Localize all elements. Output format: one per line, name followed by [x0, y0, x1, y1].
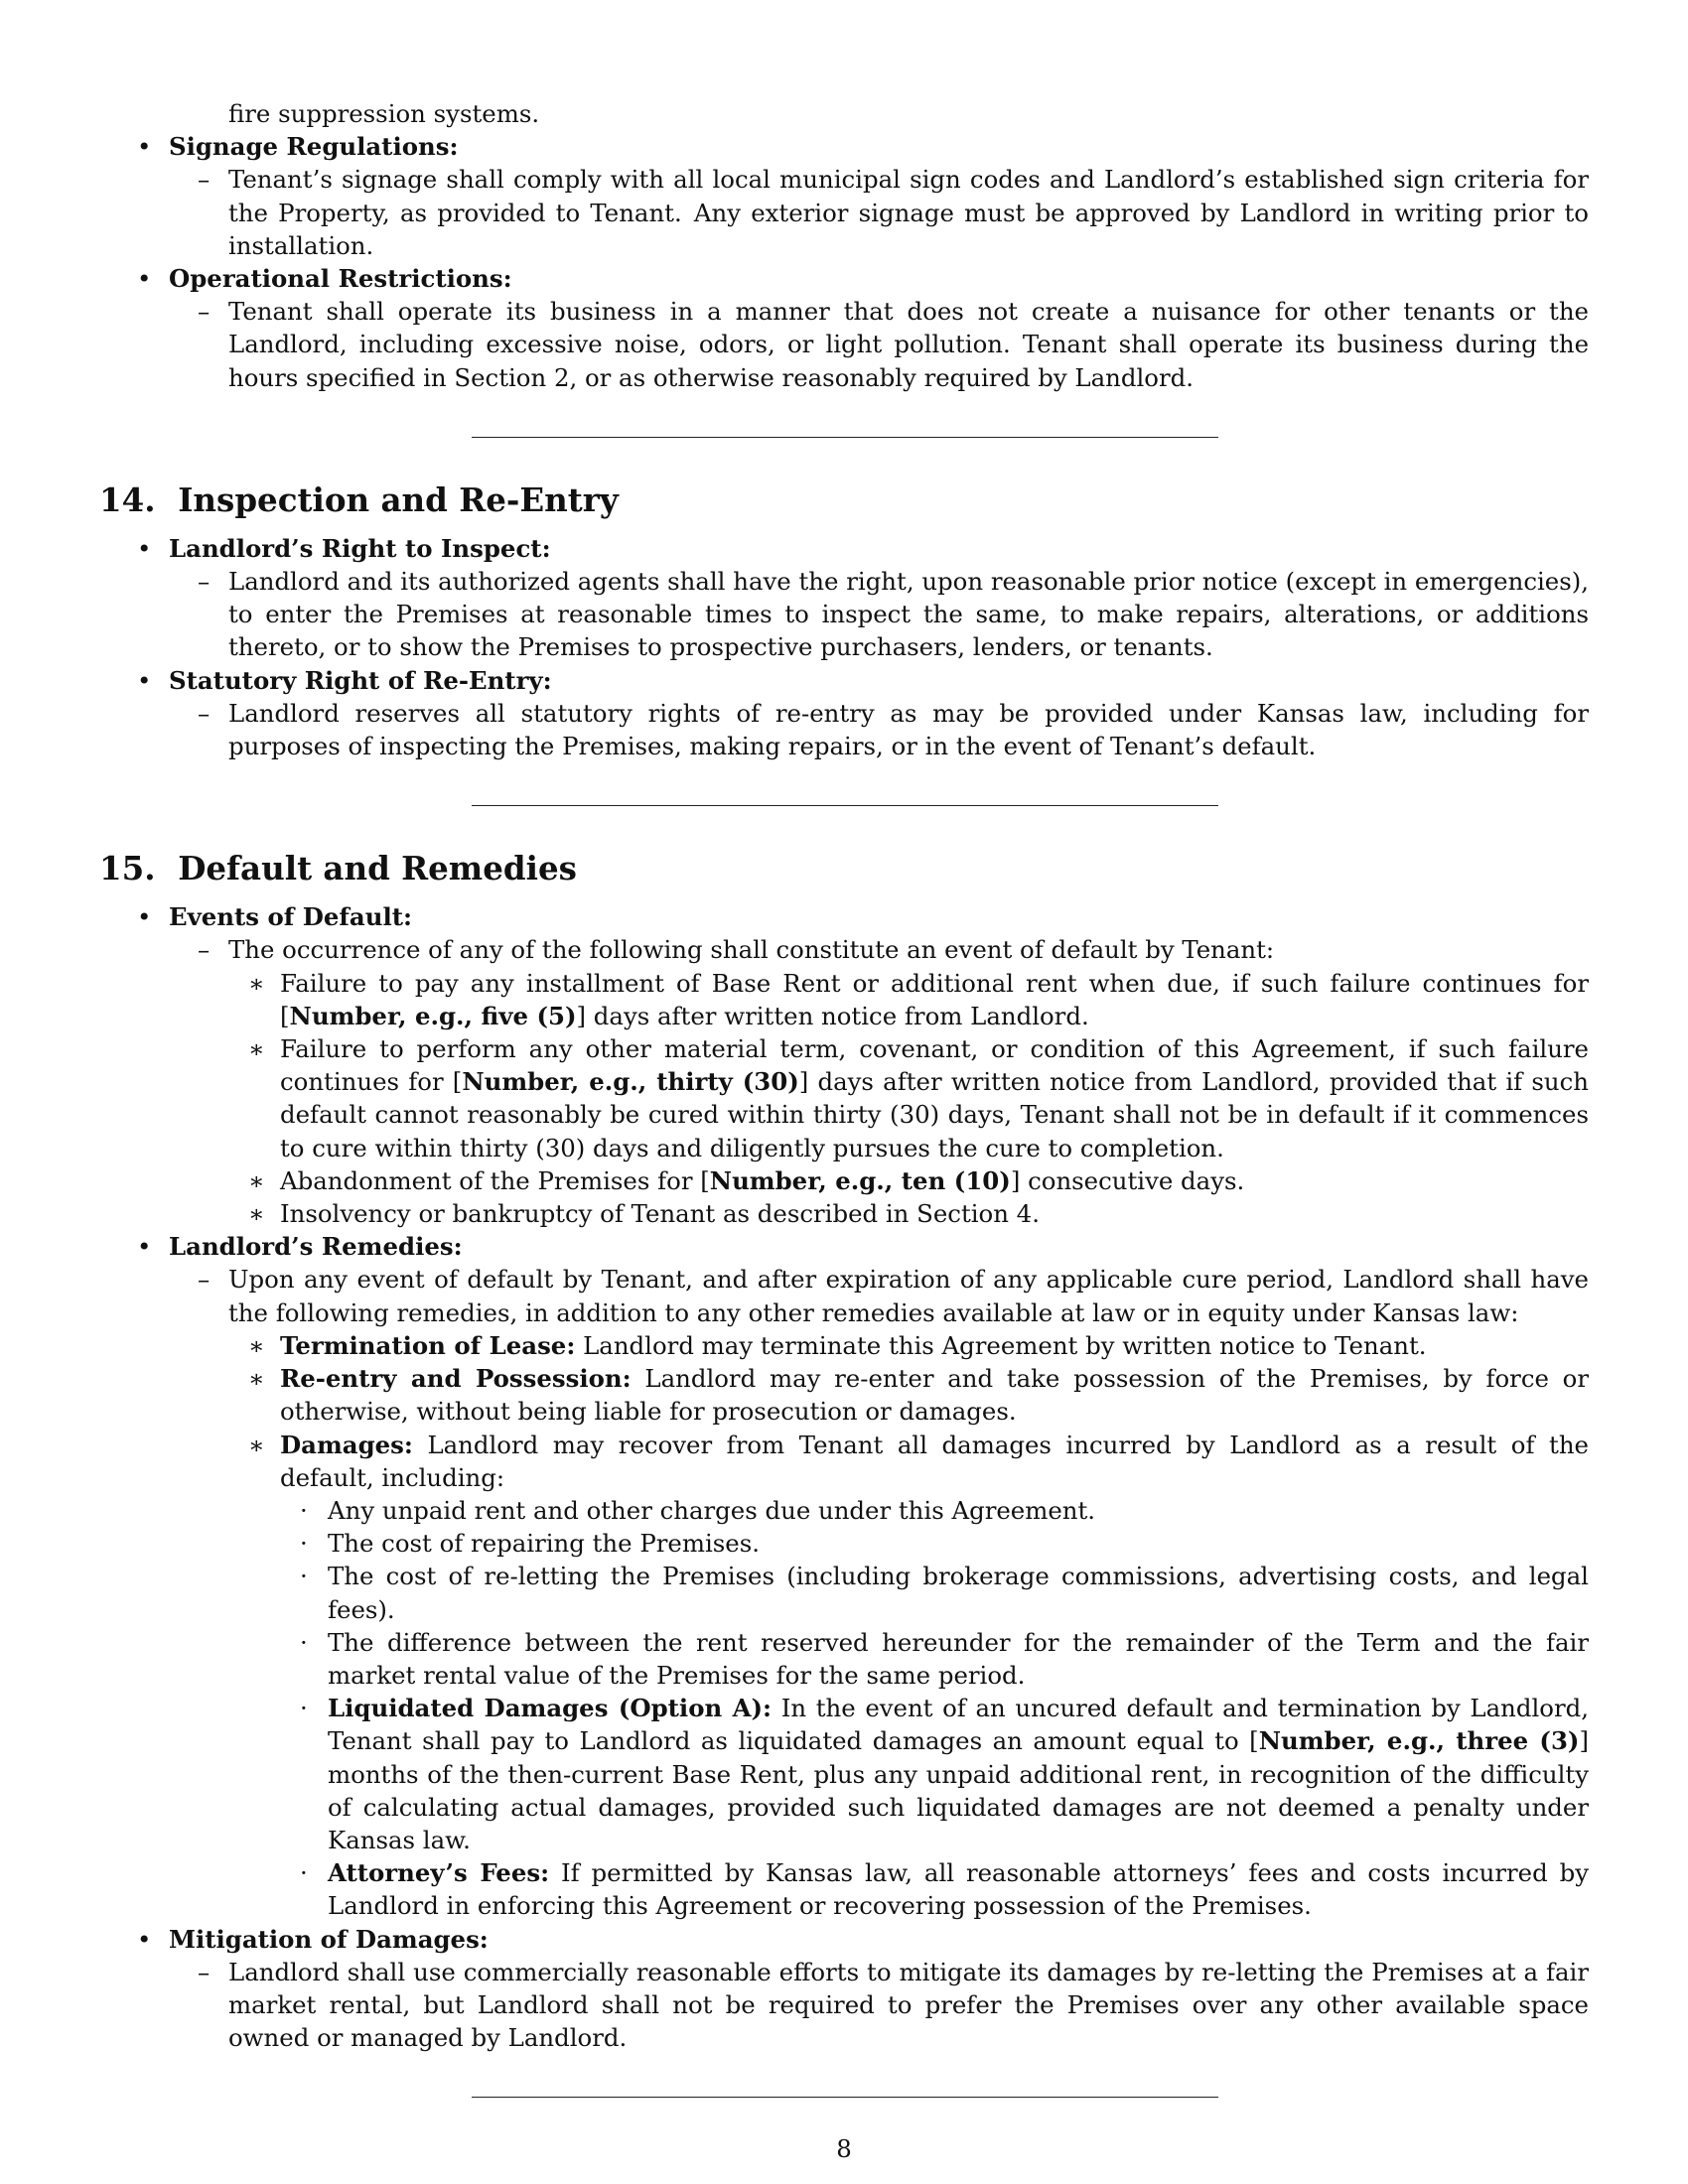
list-item	[99, 1923, 1589, 1956]
event-item: ∗ Failure to pay any installment of Base Rent or additional rent when due, if such failure continues for [Number, e.g., five (5)] days after written notice from Landlord.	[248, 968, 1589, 1030]
dot-marker: ·	[300, 1858, 308, 1888]
dot-marker: ·	[300, 1627, 308, 1657]
dash-marker: –	[198, 567, 211, 597]
item-label: Mitigation of Damages:	[169, 1924, 489, 1954]
damages-item: · The cost of re-letting the Premises (including brokerage commissions, advertising costs, and legal fees).	[300, 1562, 1589, 1624]
item-label: Signage Regulations:	[169, 132, 459, 162]
item-text: Tenant’s signage shall comply with all local municipal sign codes and Landlord’s established sign criteria for the Property, as provided to Tenant. Any exterior signage must be approved by Landlord in writing prior to installation.	[228, 165, 1589, 260]
section-divider	[472, 805, 1218, 806]
event-item: ∗ Insolvency or bankruptcy of Tenant as described in Section 4.	[99, 1197, 1589, 1230]
sub-item	[99, 1956, 1589, 2055]
bullet-marker: •	[137, 132, 152, 162]
item-text: Tenant shall operate its business in a manner that does not create a nuisance for other tenants or the Landlord, including excessive noise, odors, or light pollution. Tenant shall operate its business during the hours specified in Section 2, or as otherwise reasonably required by Landlord.	[228, 297, 1589, 392]
item-label: Statutory Right of Re-Entry:	[169, 665, 552, 695]
remedy-item: ∗ Damages: Landlord may recover from Tenant all damages incurred by Landlord as a result of the default, including:	[248, 1430, 1589, 1492]
sub-item	[99, 295, 1589, 394]
remedy-item: ∗ Termination of Lease: Landlord may terminate this Agreement by written notice to Tenant.	[99, 1329, 1589, 1362]
bullet-marker: •	[137, 1232, 152, 1262]
sub-item	[99, 697, 1589, 762]
sub-item	[99, 933, 1589, 966]
dash-marker: –	[198, 297, 211, 327]
sub-item	[99, 565, 1589, 664]
star-marker: ∗	[248, 1364, 265, 1394]
star-marker: ∗	[248, 1430, 265, 1459]
damages-item: · The difference between the rent reserved hereunder for the remainder of the Term and the fair market rental value of the Premises for the same period.	[300, 1627, 1589, 1690]
star-marker: ∗	[248, 968, 265, 998]
remedy-item: ∗ Re-entry and Possession: Landlord may re-enter and take possession of the Premises, by force or otherwise, without being liable for prosecution or damages.	[248, 1364, 1589, 1427]
dot-marker: ·	[300, 1495, 308, 1525]
list-item	[99, 532, 1589, 565]
bullet-marker: •	[137, 902, 152, 932]
dash-marker: –	[198, 1957, 211, 1986]
sub-item	[99, 163, 1589, 262]
dash-marker: –	[198, 165, 211, 195]
damages-item: · Liquidated Damages (Option A): In the event of an uncured default and termination by Landlord, Tenant shall pay to Landlord as liquidated damages an amount equal to [Number, e.g., three (3)] months of the then-current Base Rent, plus any unpaid additional rent, in recognition of the difficulty of calculating actual damages, provided such liquidated damages are not deemed a penalty under Kansas law.	[300, 1694, 1589, 1854]
damages-item: · Attorney’s Fees: If permitted by Kansas law, all reasonable attorneys’ fees and costs incurred by Landlord in enforcing this Agreement or recovering possession of the Premises.	[300, 1858, 1589, 1921]
item-label: Landlord’s Remedies:	[169, 1232, 463, 1262]
section-heading: 15. Default and Remedies	[99, 849, 577, 888]
sub-item	[99, 1263, 1589, 1328]
list-item	[99, 130, 1589, 163]
item-label: Operational Restrictions:	[169, 264, 512, 294]
item-label: Landlord’s Right to Inspect:	[169, 533, 551, 563]
event-item: ∗ Failure to perform any other material term, covenant, or condition of this Agreement, if such failure continues for [Number, e.g., thirty (30)] days after written notice from Landlord, provided that if such default cannot reasonably be cured within thirty (30) days, Tenant shall not be in default if it commences to cure within thirty (30) days and diligently pursues the cure to completion.	[248, 1034, 1589, 1162]
damages-item: · The cost of repairing the Premises.	[99, 1527, 1589, 1560]
bullet-marker: •	[137, 533, 152, 563]
list-item	[99, 262, 1589, 295]
item-text: Landlord shall use commercially reasonable efforts to mitigate its damages by re-letting the Premises at a fair market rental, but Landlord shall not be required to prefer the Premises over any other available space owned or managed by Landlord.	[228, 1957, 1589, 2053]
star-marker: ∗	[248, 1330, 265, 1360]
dash-marker: –	[198, 935, 211, 965]
item-text: Upon any event of default by Tenant, and after expiration of any applicable cure period, Landlord shall have the following remedies, in addition to any other remedies available at law or in equity under Kansas law:	[228, 1265, 1589, 1327]
section-heading: 14. Inspection and Re-Entry	[99, 479, 619, 519]
section-divider	[472, 437, 1218, 438]
item-label: Events of Default:	[169, 902, 412, 932]
event-item: ∗ Abandonment of the Premises for [Number, e.g., ten (10)] consecutive days.	[99, 1164, 1589, 1197]
list-item	[99, 664, 1589, 697]
star-marker: ∗	[248, 1165, 265, 1195]
dot-marker: ·	[300, 1529, 308, 1559]
item-text: Landlord and its authorized agents shall have the right, upon reasonable prior notice (except in emergencies), to enter the Premises at reasonable times to inspect the same, to make repairs, alterations, or additions thereto, or to show the Premises to prospective purchasers, lenders, or tenants.	[228, 567, 1589, 662]
item-text: Landlord reserves all statutory rights of re-entry as may be provided under Kansas law, including for purposes of inspecting the Premises, making repairs, or in the event of Tenant’s default.	[228, 698, 1589, 761]
damages-item: · Any unpaid rent and other charges due under this Agreement.	[99, 1494, 1589, 1527]
bullet-marker: •	[137, 1924, 152, 1954]
continuation-text: fire suppression systems.	[228, 99, 540, 128]
dash-marker: –	[198, 698, 211, 728]
list-item	[99, 900, 1589, 933]
star-marker: ∗	[248, 1034, 265, 1064]
dot-marker: ·	[300, 1694, 308, 1723]
bullet-marker: •	[137, 264, 152, 294]
section-divider	[472, 2097, 1218, 2098]
dot-marker: ·	[300, 1562, 308, 1591]
item-text: The occurrence of any of the following shall constitute an event of default by Tenant:	[228, 935, 1275, 965]
dash-marker: –	[198, 1265, 211, 1295]
page-content	[99, 97, 1589, 2098]
page-number: 8	[836, 2134, 852, 2163]
bullet-marker: •	[137, 665, 152, 695]
star-marker: ∗	[248, 1199, 265, 1229]
list-item	[99, 1230, 1589, 1263]
